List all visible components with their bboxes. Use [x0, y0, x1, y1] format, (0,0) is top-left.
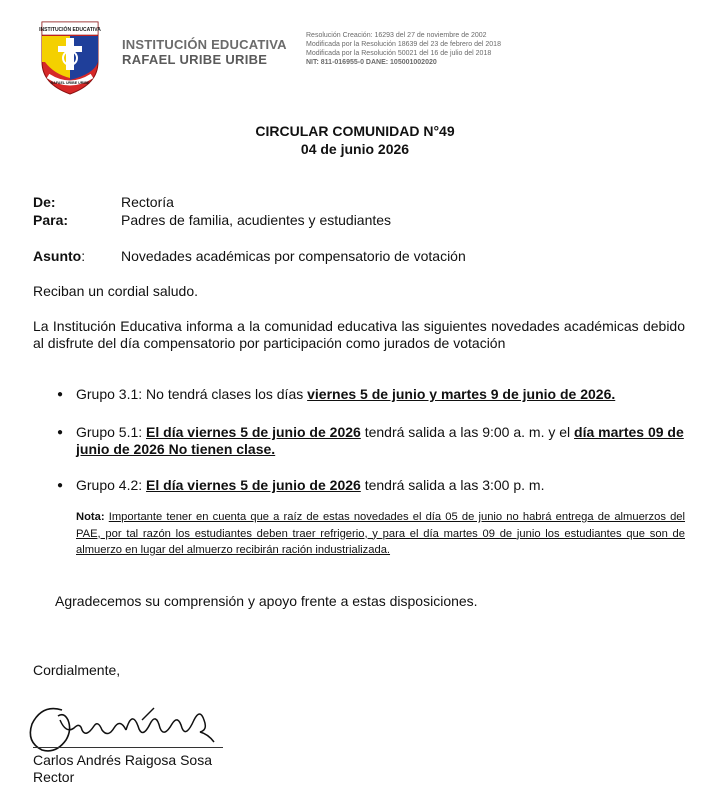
resolution-line-3: Modificada por la Resolución 50021 del 16 de julio del 2018: [306, 50, 492, 57]
list-item-group-5-1: [76, 424, 686, 458]
note-label: Nota:: [76, 511, 105, 523]
thanks-paragraph: Agradecemos su comprensión y apoyo frente a estas disposiciones.: [55, 593, 478, 609]
subject-label-group: [33, 248, 85, 264]
subject-label: Asunto: [33, 248, 82, 264]
handwritten-signature-icon: [22, 690, 232, 760]
institution-name-line1: INSTITUCIÓN EDUCATIVA: [122, 37, 287, 52]
resolution-line-2: Modificada por la Resolución 18639 del 23 de febrero del 2018: [306, 41, 501, 48]
resolution-line-1: Resolución Creación: 16293 del 27 de noviembre de 2002: [306, 32, 487, 39]
institution-name-line2: RAFAEL URIBE URIBE: [122, 52, 268, 67]
signer-name: Carlos Andrés Raigosa Sosa: [33, 752, 212, 768]
to-label: Para:: [33, 212, 69, 228]
from-value: Rectoría: [121, 194, 174, 210]
subject-value: Novedades académicas por compensatorio de votación: [121, 248, 466, 264]
signature-line: [33, 747, 223, 748]
bullet-icon: ●: [57, 427, 64, 438]
note-text: Importante tener en cuenta que a raíz de estas novedades el día 05 de junio no habrá entrega de almuerzos del PAE, por tal razón los estudiantes deben traer refrigerio, y para el día martes 09 de junio los estudiantes que son de almuerzo en lugar del almuerzo recibirán ración industrializada.: [76, 511, 686, 556]
item-text: Grupo 4.2:: [76, 477, 147, 493]
circular-date: 04 de junio 2026: [300, 141, 410, 157]
item-emphasis: El día viernes 5 de junio de 2026: [146, 477, 361, 493]
closing-text: Cordialmente,: [33, 662, 121, 678]
bullet-icon: ●: [57, 480, 64, 491]
item-emphasis: día martes 09 de junio de 2026 No tienen clase.: [76, 424, 684, 457]
nit-dane: NIT: 811-016955-0 DANE: 105001002020: [306, 59, 437, 66]
item-text: Grupo 5.1:: [76, 424, 147, 440]
logo-text-bottom: RAFAEL URIBE URIBE: [50, 81, 90, 85]
greeting: Reciban un cordial saludo.: [33, 283, 198, 299]
item-text: Grupo 3.1: No tendrá clases los días: [76, 386, 308, 402]
subject-colon: :: [81, 248, 86, 264]
from-label: De:: [33, 194, 56, 210]
item-text: tendrá salida a las 9:00 a. m. y el: [360, 424, 575, 440]
list-item-group-4-2: [76, 477, 686, 494]
to-value: Padres de familia, acudientes y estudiantes: [121, 212, 392, 228]
circular-title: CIRCULAR COMUNIDAD N°49: [255, 123, 455, 139]
item-text: tendrá salida a las 3:00 p. m.: [360, 477, 545, 493]
item-emphasis: viernes 5 de junio y martes 9 de junio de 2026.: [307, 386, 616, 402]
bullet-icon: ●: [57, 389, 64, 400]
note-paragraph: [76, 509, 685, 559]
list-item-group-3-1: [76, 386, 686, 403]
signer-role: Rector: [33, 769, 75, 785]
shield-logo-icon: [36, 18, 104, 96]
logo-text-top: INSTITUCIÓN EDUCATIVA: [39, 27, 101, 33]
institution-logo: [36, 18, 104, 96]
intro-paragraph: La Institución Educativa informa a la comunidad educativa las siguientes novedades académicas debido al disfrute del día compensatorio por participación como jurados de votación: [33, 318, 685, 351]
item-emphasis: El día viernes 5 de junio de 2026: [146, 424, 361, 440]
